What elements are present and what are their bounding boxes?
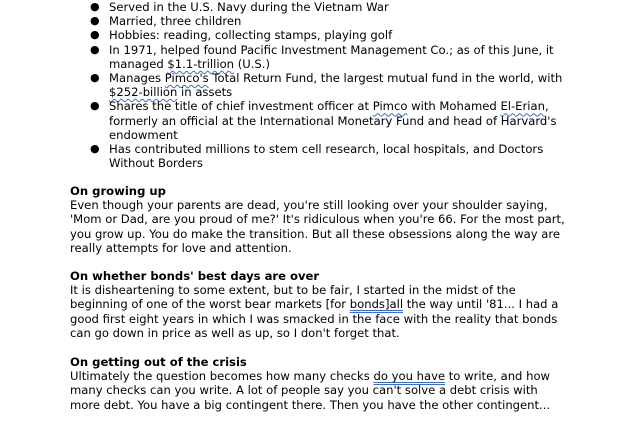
list-item-text: with Mohamed xyxy=(407,99,501,114)
section-body xyxy=(70,369,570,412)
body-text: Ultimately the question becomes how many checks xyxy=(70,369,374,384)
section-heading: On growing up xyxy=(70,184,166,198)
body-text: the way until '81... I had a good first eight years in which I was smacked in the face with the reality that bonds can go down in price as well as up, so I don't forget that. xyxy=(70,297,559,340)
bullet-icon: ● xyxy=(90,0,100,13)
bullet-icon: ● xyxy=(90,99,100,113)
section-bonds-best-days xyxy=(70,269,570,340)
section-heading: On whether bonds' best days are over xyxy=(70,269,320,283)
list-item-text: (U.S.) xyxy=(234,56,270,71)
body-text: It is disheartening to some extent, but to be fair, I started in the midst of the beginning of one of the worst bear markets [for xyxy=(70,283,516,312)
list-item-text: , formerly an official at the International Monetary Fund and head of Harvard's endowment xyxy=(109,99,557,142)
spellcheck-word[interactable]: El-Erian xyxy=(500,99,545,114)
grammar-flag-text[interactable]: bonds]all xyxy=(349,297,404,312)
list-item-text: Manages xyxy=(109,71,165,86)
list-item-text: in assets xyxy=(177,85,233,100)
section-growing-up xyxy=(70,184,570,255)
body-text: Even though your parents are dead, you're still looking over your shoulder saying, 'Mom or Dad, are you proud of me?' It's ridiculous when you're 66. For the most part, you grow up. You do make the transition. But all these obsessions along the way are really attempts for love and attention. xyxy=(70,198,565,255)
list-item-text: Served in the U.S. Navy during the Vietnam War xyxy=(109,0,389,14)
section-body xyxy=(70,283,570,340)
grammar-flag-text[interactable]: do you have xyxy=(373,369,446,384)
bullet-icon: ● xyxy=(90,42,100,56)
section-heading: On getting out of the crisis xyxy=(70,355,247,369)
bullet-icon: ● xyxy=(90,28,100,42)
bullet-icon: ● xyxy=(90,71,100,85)
spellcheck-word[interactable]: $1.1-trillion xyxy=(167,56,235,71)
body-text: to write, and how many checks can you write. A lot of people say you can't solve a debt crisis with more debt. You have a big contingent there. Then you have the other contingent... xyxy=(70,369,551,412)
list-item xyxy=(90,0,570,14)
spellcheck-word[interactable]: Pimco's xyxy=(164,71,209,86)
list-item xyxy=(90,28,570,42)
list-item-text: Total Return Fund, the largest mutual fund in the world, with xyxy=(208,71,563,86)
bullet-icon: ● xyxy=(90,14,100,28)
list-item-text: In 1971, helped found Pacific Investment Management Co.; as of this June, it managed xyxy=(109,42,554,71)
list-item-text: Married, three children xyxy=(109,14,242,29)
section-getting-out-of-crisis xyxy=(70,355,570,412)
list-item-text: Hobbies: reading, collecting stamps, playing golf xyxy=(109,28,393,43)
list-item xyxy=(90,142,570,170)
list-item-text: Shares the title of chief investment officer at xyxy=(109,99,373,114)
list-item xyxy=(90,14,570,28)
spellcheck-word[interactable]: $252-billion xyxy=(109,85,178,100)
bio-bullet-list xyxy=(90,0,570,170)
list-item xyxy=(90,99,570,142)
list-item-text: Has contributed millions to stem cell research, local hospitals, and Doctors Without Borders xyxy=(109,142,544,171)
list-item xyxy=(90,71,570,99)
bullet-icon: ● xyxy=(90,142,100,156)
section-body xyxy=(70,198,570,255)
spellcheck-word[interactable]: Pimco xyxy=(372,99,408,114)
list-item xyxy=(90,43,570,71)
